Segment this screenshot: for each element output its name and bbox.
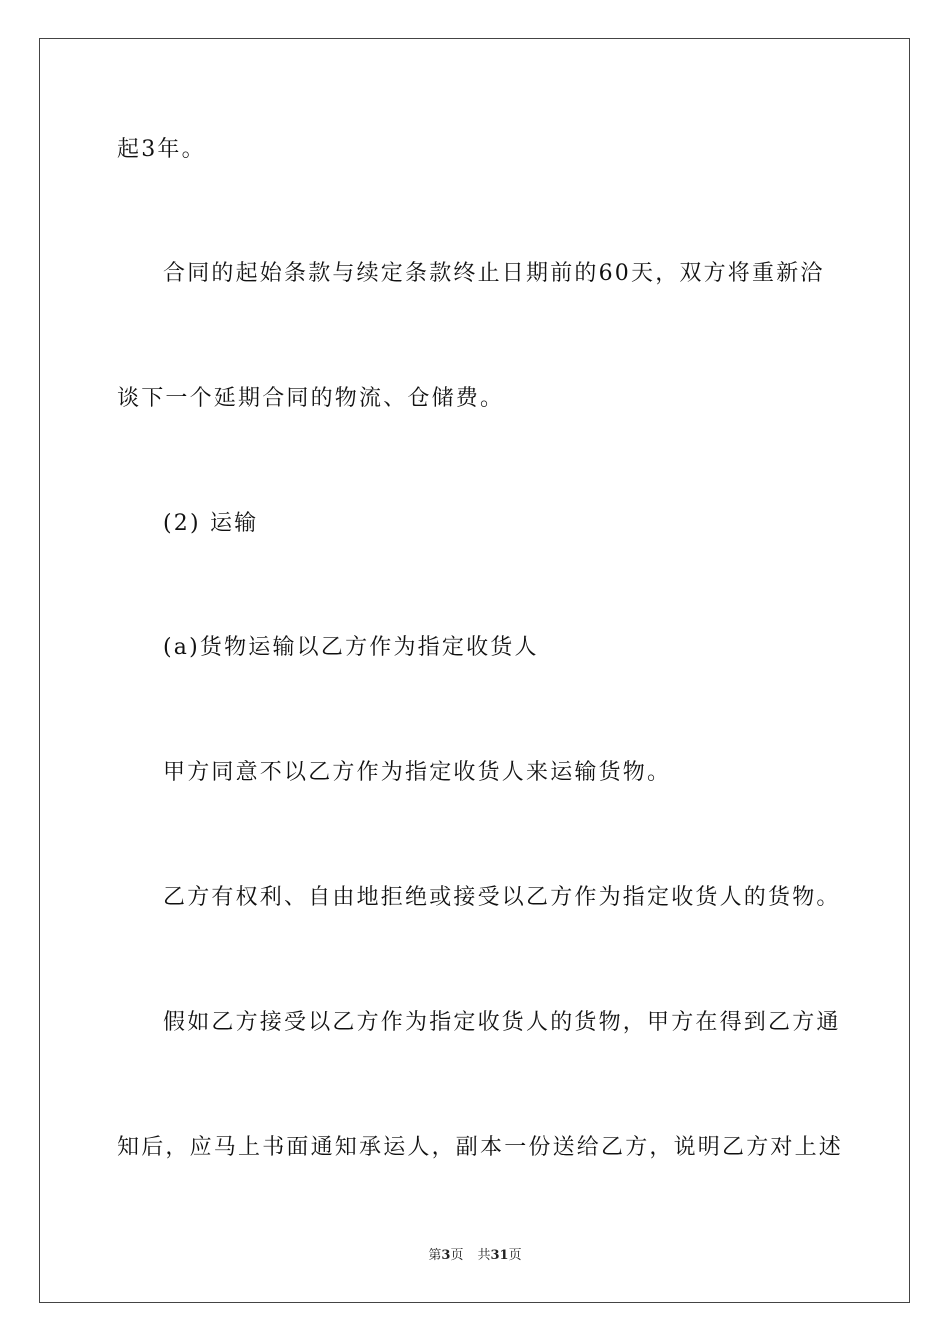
section-heading: (2) 运输: [163, 511, 259, 536]
text-line: 起3年。: [117, 137, 206, 162]
text-line: 合同的起始条款与续定条款终止日期前的60天，双方将重新洽: [163, 261, 825, 286]
total-suffix: 页: [508, 1248, 522, 1263]
text-line: 甲方同意不以乙方作为指定收货人来运输货物。: [163, 760, 672, 785]
text-line: 知后，应马上书面通知承运人，副本一份送给乙方，说明乙方对上述: [117, 1135, 844, 1160]
text-line: 假如乙方接受以乙方作为指定收货人的货物，甲方在得到乙方通: [163, 1010, 841, 1035]
total-prefix: 共: [477, 1248, 491, 1263]
text-line: 乙方有权利、自由地拒绝或接受以乙方作为指定收货人的货物。: [163, 885, 841, 910]
page-border: [39, 38, 910, 1303]
page-number: 3: [441, 1248, 451, 1263]
subsection-heading: (a)货物运输以乙方作为指定收货人: [163, 635, 539, 660]
page-prefix: 第: [428, 1248, 442, 1263]
page-footer: [0, 1248, 950, 1264]
text-line: 谈下一个延期合同的物流、仓储费。: [117, 386, 505, 411]
total-pages: 31: [490, 1248, 509, 1263]
page-suffix: 页: [450, 1248, 464, 1263]
